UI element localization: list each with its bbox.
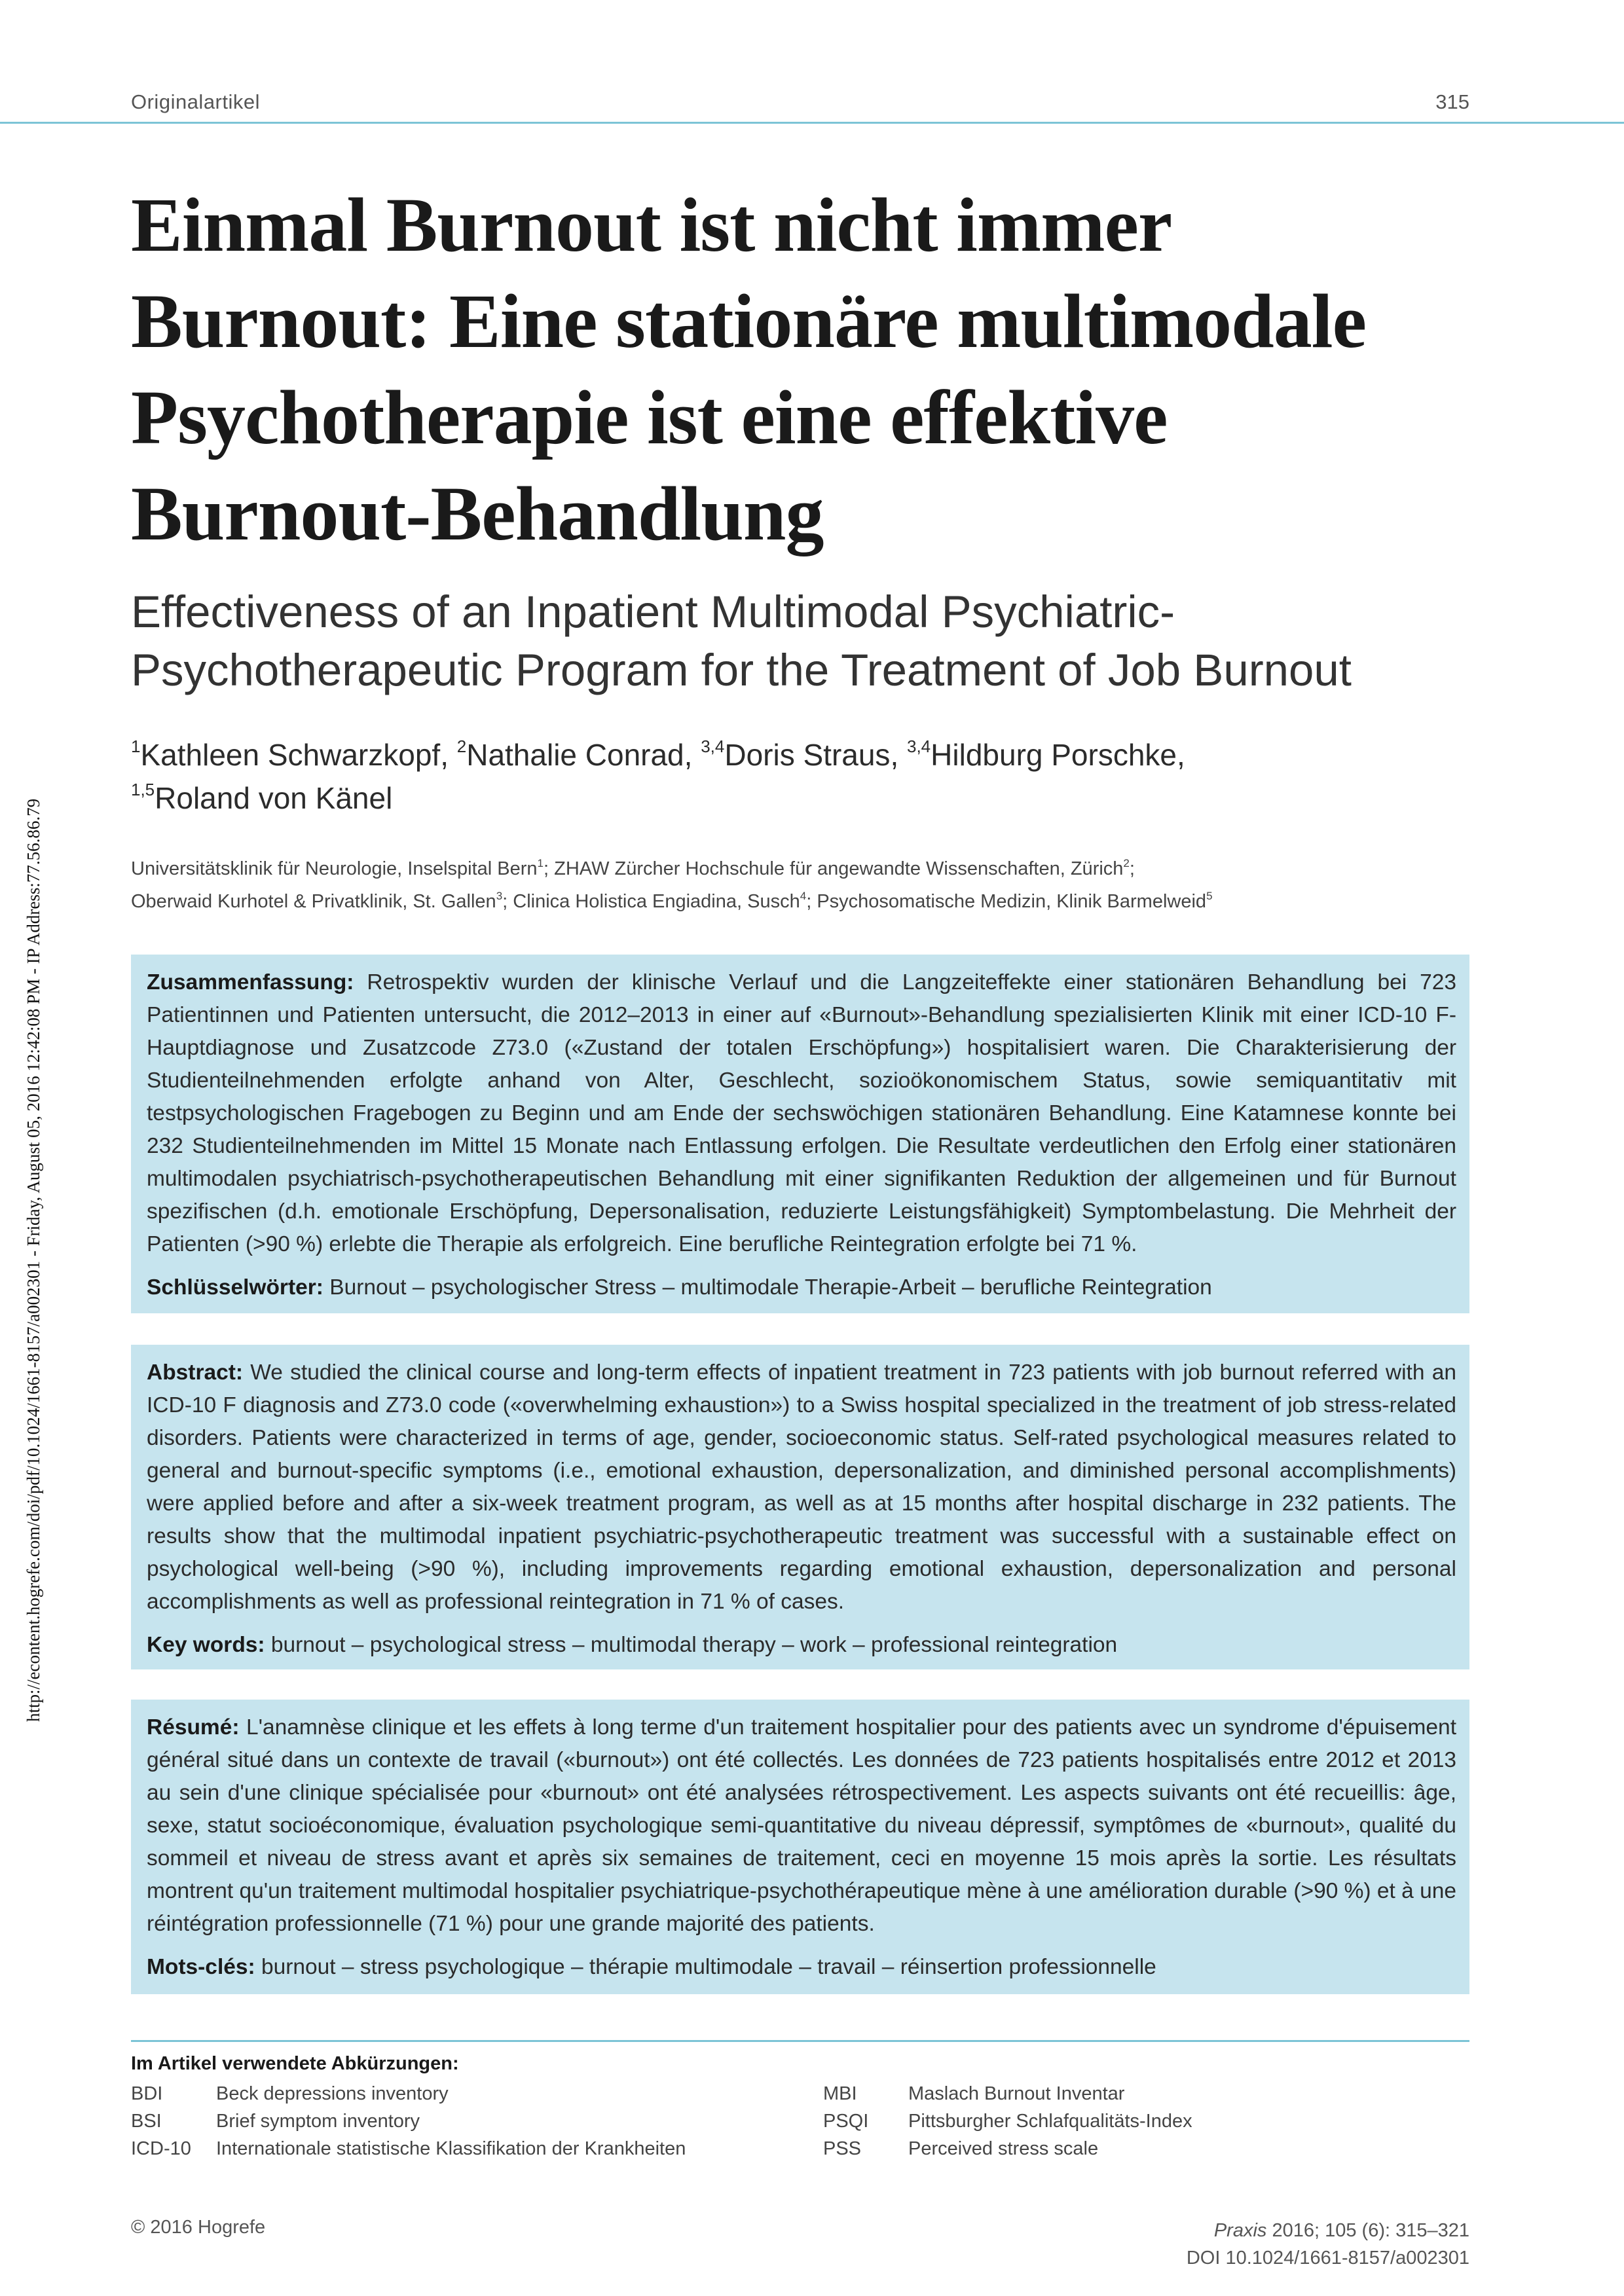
- abbreviations-column-right: [823, 2080, 1192, 2162]
- article-subtitle: Effectiveness of an Inpatient Multimodal Psychiatric-Psychotherapeutic Program for the Treatment of Job Burnout: [131, 587, 1352, 695]
- header-rule: [0, 122, 1624, 124]
- author: $^{3,4}$Doris Straus,: [701, 737, 907, 772]
- author-affiliation-mark: 3,4: [907, 737, 931, 756]
- abbreviation-row: BDI Beck depressions inventory: [131, 2083, 449, 2104]
- author-affiliation-mark: 3,4: [701, 737, 725, 756]
- doi: DOI 10.1024/1661-8157/a002301: [1186, 2248, 1469, 2269]
- affiliation: ZHAW Zürcher Hochschule für angewandte Wissenschaften, Zürich$^2$;: [554, 857, 1135, 879]
- affiliation: Clinica Holistica Engiadina, Susch$^4$;: [513, 890, 817, 912]
- abbreviations-column-left: [131, 2080, 686, 2162]
- author: $^1$Kathleen Schwarzkopf,: [131, 737, 457, 772]
- abstract-label: Résumé:: [147, 1715, 240, 1740]
- author-list: [131, 733, 1480, 820]
- journal-name: Praxis: [1213, 2220, 1267, 2241]
- keywords: Key words: burnout – psychological stress – multimodal therapy – work – professional reintegration: [147, 1633, 1118, 1657]
- abstract-french: [131, 1700, 1469, 1994]
- abstract-label: Abstract:: [147, 1360, 244, 1385]
- author: $^{3,4}$Hildburg Porschke,: [907, 737, 1185, 772]
- abbreviation-row: PSS Perceived stress scale: [823, 2138, 1099, 2159]
- author-name: Hildburg Porschke: [931, 738, 1177, 772]
- article-title: Einmal Burnout ist nicht immer Burnout: Eine stationäre multimodale Psychotherapie ist eine effektive Burnout-Behandlung: [131, 182, 1366, 556]
- abbreviations-rule: [131, 2040, 1469, 2042]
- keywords-label: Mots-clés:: [147, 1955, 255, 1979]
- citation-block: [1187, 2217, 1469, 2272]
- abbreviation-row: PSQI Pittsburgher Schlafqualitäts-Index: [823, 2111, 1192, 2132]
- page-number: 315: [1435, 90, 1469, 113]
- keywords: Schlüsselwörter: Burnout – psychologischer Stress – multimodale Therapie-Arbeit – berufliche Reintegration: [147, 1275, 1212, 1300]
- author-name: Roland von Känel: [155, 781, 393, 815]
- copyright: © 2016 Hogrefe: [131, 2217, 266, 2238]
- keywords-label: Key words:: [147, 1633, 265, 1657]
- abbreviation-row: MBI Maslach Burnout Inventar: [823, 2083, 1125, 2104]
- abstract-text: Zusammenfassung: Retrospektiv wurden der klinische Verlauf und die Langzeiteffekte einer stationären Behandlung bei 723 Patientinnen und Patienten untersucht, die 2012–2013 in einer auf «Burnout»-Behandlung spezialisierten Klinik mit einer ICD-10 F-Hauptdiagnose und Zusatzcode Z73.0 («Zustand der totalen Erschöpfung») hospitalisiert waren. Die Charakterisierung der Studienteilnehmenden erfolgte anhand von Alter, Geschlecht, sozioökonomischem Status, sowie semiquantitativ mit testpsychologischen Fragebogen zu Beginn und am Ende der sechswöchigen stationären Behandlung. Eine Katamnese konnte bei 232 Studienteilnehmenden im Mittel 15 Monate nach Entlassung erfolgen. Die Resultate verdeutlichen den Erfolg einer stationären multimodalen psychiatrisch-psychotherapeutischen Behandlung mit einer signifikanten Reduktion der allgemeinen und für Burnout spezifischen (d.h. emotionale Erschöpfung, Depersonalisation, reduzierte Leistungsfähigkeit) Symptombelastung. Die Mehrheit der Patienten (>90 %) erlebte die Therapie als erfolgreich. Eine berufliche Reintegration erfolgte bei 71 %.: [147, 970, 1456, 1256]
- affiliation-list: [131, 852, 1480, 918]
- abstract-german: [131, 955, 1469, 1313]
- keywords: Mots-clés: burnout – stress psychologique – thérapie multimodale – travail – réinsertion professionnelle: [147, 1955, 1156, 1979]
- abbreviations-heading: Im Artikel verwendete Abkürzungen:: [131, 2053, 459, 2074]
- abstract-english: [131, 1345, 1469, 1669]
- author-affiliation-mark: 2: [456, 737, 467, 756]
- journal-citation: Praxis 2016; 105 (6): 315–321: [1213, 2220, 1469, 2241]
- abbreviation-row: BSI Brief symptom inventory: [131, 2111, 420, 2132]
- author-name: Nathalie Conrad: [466, 738, 684, 772]
- running-head: Originalartikel: [131, 90, 261, 113]
- author-name: Doris Straus: [724, 738, 891, 772]
- author-affiliation-mark: 1: [131, 737, 141, 756]
- affiliation: Psychosomatische Medizin, Klinik Barmelweid$^5$: [817, 890, 1213, 912]
- abbreviation-row: ICD-10 Internationale statistische Klassifikation der Krankheiten: [131, 2138, 686, 2159]
- abstract-label: Zusammenfassung:: [147, 970, 354, 994]
- author: $^2$Nathalie Conrad,: [456, 737, 701, 772]
- affiliation: Oberwaid Kurhotel & Privatklinik, St. Gallen$^3$;: [131, 890, 513, 912]
- keywords-label: Schlüsselwörter:: [147, 1275, 323, 1300]
- author: [131, 781, 392, 815]
- affiliation: Universitätsklinik für Neurologie, Inselspital Bern$^1$;: [131, 857, 555, 879]
- abstract-text: Abstract: We studied the clinical course and long-term effects of inpatient treatment in 723 patients with job burnout referred with an ICD-10 F diagnosis and Z73.0 code («overwhelming exhaustion») to a Swiss hospital specialized in the treatment of job stress-related disorders. Patients were characterized in terms of age, gender, socioeconomic status. Self-rated psychological measures related to general and burnout-specific symptoms (i.e., emotional exhaustion, depersonalization, and diminished personal accomplishments) were applied before and after a six-week treatment program, as well as at 15 months after hospital discharge in 232 patients. The results show that the multimodal inpatient psychiatric-psychotherapeutic treatment was successful with a sustainable effect on psychological well-being (>90 %), including improvements regarding emotional exhaustion, depersonalization and personal accomplishments as well as professional reintegration in 71 % of cases.: [147, 1360, 1456, 1614]
- author-name: Kathleen Schwarzkopf: [140, 738, 441, 772]
- author-affiliation-mark: 1,5: [131, 780, 155, 799]
- download-watermark: http://econtent.hogrefe.com/doi/pdf/10.1024/1661-8157/a002301 - Friday, August 05, 2016 12:42:08 PM - IP Address:77.56.86.79: [24, 798, 43, 1722]
- abstract-text: Résumé: L'anamnèse clinique et les effets à long terme d'un traitement hospitalier pour des patients avec un syndrome d'épuisement général situé dans un contexte de travail («burnout») ont été collectés. Les données de 723 patients hospitalisés entre 2012 et 2013 au sein d'une clinique spécialisée pour «burnout» ont été analysées rétrospectivement. Les aspects suivants ont été recueillis: âge, sexe, statut socioéconomique, évaluation psychologique semi-quantitative du niveau dépressif, symptômes de «burnout», qualité du sommeil et niveau de stress avant et après six semaines de traitement, ceci en moyenne 15 mois après la sortie. Les résultats montrent qu'un traitement multimodal hospitalier psychiatrique-psychothérapeutique mène à une amélioration durable (>90 %) et à une réintégration professionnelle (71 %) pour une grande majorité des patients.: [147, 1715, 1456, 1936]
